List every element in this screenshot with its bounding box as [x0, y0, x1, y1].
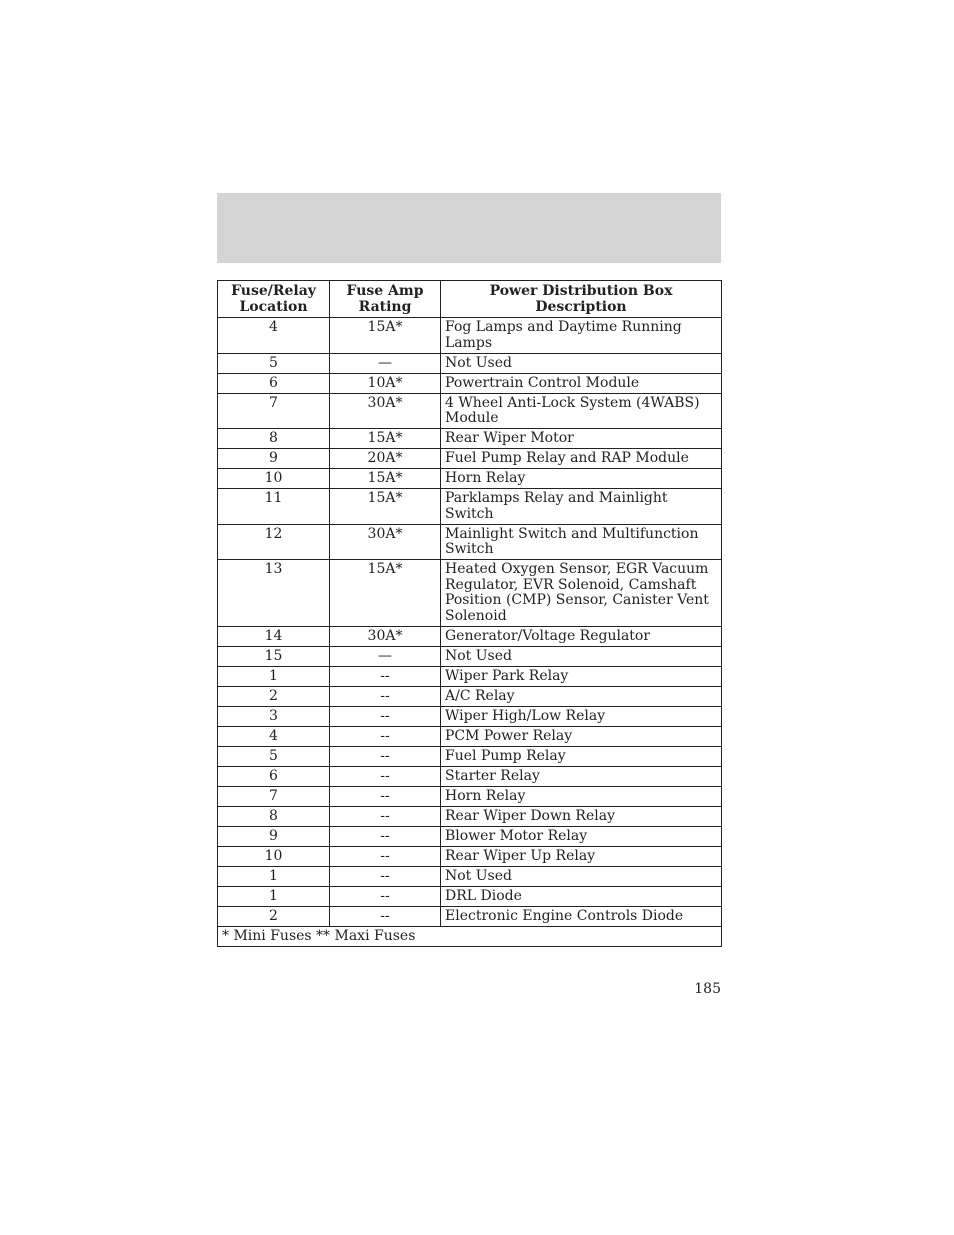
rating-cell: -- — [330, 746, 441, 766]
description-cell: Fuel Pump Relay — [441, 746, 722, 766]
rating-cell: -- — [330, 786, 441, 806]
location-cell: 6 — [218, 373, 330, 393]
location-cell: 1 — [218, 886, 330, 906]
rating-cell: — — [330, 353, 441, 373]
rating-cell: 15A* — [330, 560, 441, 627]
location-cell: 6 — [218, 766, 330, 786]
rating-cell: 15A* — [330, 429, 441, 449]
location-cell: 4 — [218, 726, 330, 746]
description-cell: Fog Lamps and Daytime Running Lamps — [441, 318, 722, 354]
location-cell: 9 — [218, 449, 330, 469]
location-cell: 1 — [218, 666, 330, 686]
rating-cell: 15A* — [330, 489, 441, 525]
location-cell: 10 — [218, 846, 330, 866]
rating-cell: 10A* — [330, 373, 441, 393]
table-row — [218, 826, 722, 846]
location-cell: 4 — [218, 318, 330, 354]
description-cell: Starter Relay — [441, 766, 722, 786]
description-cell: Rear Wiper Down Relay — [441, 806, 722, 826]
description-cell: Fuel Pump Relay and RAP Module — [441, 449, 722, 469]
description-cell: Blower Motor Relay — [441, 826, 722, 846]
table-row — [218, 353, 722, 373]
table-row — [218, 886, 722, 906]
table-row — [218, 626, 722, 646]
header-description: Power Distribution Box Description — [441, 281, 722, 318]
rating-cell: -- — [330, 706, 441, 726]
table-row — [218, 686, 722, 706]
location-cell: 7 — [218, 786, 330, 806]
description-cell: Parklamps Relay and Mainlight Switch — [441, 489, 722, 525]
description-cell: Wiper Park Relay — [441, 666, 722, 686]
description-cell: Not Used — [441, 866, 722, 886]
rating-cell: 30A* — [330, 393, 441, 429]
rating-cell: 15A* — [330, 318, 441, 354]
location-cell: 11 — [218, 489, 330, 525]
location-cell: 7 — [218, 393, 330, 429]
location-cell: 1 — [218, 866, 330, 886]
table-row — [218, 560, 722, 627]
location-cell: 3 — [218, 706, 330, 726]
rating-cell: -- — [330, 886, 441, 906]
location-cell: 14 — [218, 626, 330, 646]
rating-cell: -- — [330, 866, 441, 886]
location-cell: 12 — [218, 524, 330, 560]
table-row — [218, 646, 722, 666]
location-cell: 2 — [218, 906, 330, 926]
description-cell: Not Used — [441, 646, 722, 666]
table-row — [218, 806, 722, 826]
location-cell: 15 — [218, 646, 330, 666]
footnote-row — [218, 926, 722, 946]
description-cell: Heated Oxygen Sensor, EGR Vacuum Regulator, EVR Solenoid, Camshaft Position (CMP) Sensor, Canister Vent Solenoid — [441, 560, 722, 627]
table-row — [218, 726, 722, 746]
header-location: Fuse/Relay Location — [218, 281, 330, 318]
table-row — [218, 449, 722, 469]
description-cell: Wiper High/Low Relay — [441, 706, 722, 726]
table-row — [218, 469, 722, 489]
table-row — [218, 373, 722, 393]
rating-cell: -- — [330, 826, 441, 846]
table-row — [218, 746, 722, 766]
table-row — [218, 393, 722, 429]
description-cell: Mainlight Switch and Multifunction Switch — [441, 524, 722, 560]
table-row — [218, 489, 722, 525]
description-cell: Horn Relay — [441, 469, 722, 489]
rating-cell: -- — [330, 846, 441, 866]
description-cell: Rear Wiper Up Relay — [441, 846, 722, 866]
section-header-band — [217, 193, 721, 263]
rating-cell: 30A* — [330, 626, 441, 646]
table-row — [218, 429, 722, 449]
description-cell: Generator/Voltage Regulator — [441, 626, 722, 646]
header-rating: Fuse Amp Rating — [330, 281, 441, 318]
table-row — [218, 866, 722, 886]
rating-cell: 15A* — [330, 469, 441, 489]
table-row — [218, 666, 722, 686]
description-cell: Powertrain Control Module — [441, 373, 722, 393]
location-cell: 8 — [218, 429, 330, 449]
table-row — [218, 524, 722, 560]
rating-cell: -- — [330, 726, 441, 746]
location-cell: 5 — [218, 746, 330, 766]
footnote: * Mini Fuses ** Maxi Fuses — [218, 926, 722, 946]
table-row — [218, 846, 722, 866]
rating-cell: -- — [330, 686, 441, 706]
table-row — [218, 706, 722, 726]
rating-cell: -- — [330, 666, 441, 686]
description-cell: Electronic Engine Controls Diode — [441, 906, 722, 926]
table-row — [218, 318, 722, 354]
location-cell: 2 — [218, 686, 330, 706]
table-row — [218, 786, 722, 806]
location-cell: 10 — [218, 469, 330, 489]
rating-cell: 20A* — [330, 449, 441, 469]
table-header-row — [218, 281, 722, 318]
fuse-relay-table — [217, 280, 722, 947]
rating-cell: — — [330, 646, 441, 666]
location-cell: 13 — [218, 560, 330, 627]
location-cell: 8 — [218, 806, 330, 826]
rating-cell: -- — [330, 766, 441, 786]
description-cell: Rear Wiper Motor — [441, 429, 722, 449]
description-cell: DRL Diode — [441, 886, 722, 906]
description-cell: A/C Relay — [441, 686, 722, 706]
rating-cell: -- — [330, 806, 441, 826]
description-cell: 4 Wheel Anti-Lock System (4WABS) Module — [441, 393, 722, 429]
page-number: 185 — [694, 981, 721, 997]
location-cell: 5 — [218, 353, 330, 373]
location-cell: 9 — [218, 826, 330, 846]
description-cell: PCM Power Relay — [441, 726, 722, 746]
table-row — [218, 906, 722, 926]
rating-cell: -- — [330, 906, 441, 926]
description-cell: Horn Relay — [441, 786, 722, 806]
description-cell: Not Used — [441, 353, 722, 373]
table-row — [218, 766, 722, 786]
rating-cell: 30A* — [330, 524, 441, 560]
table-body — [218, 318, 722, 927]
